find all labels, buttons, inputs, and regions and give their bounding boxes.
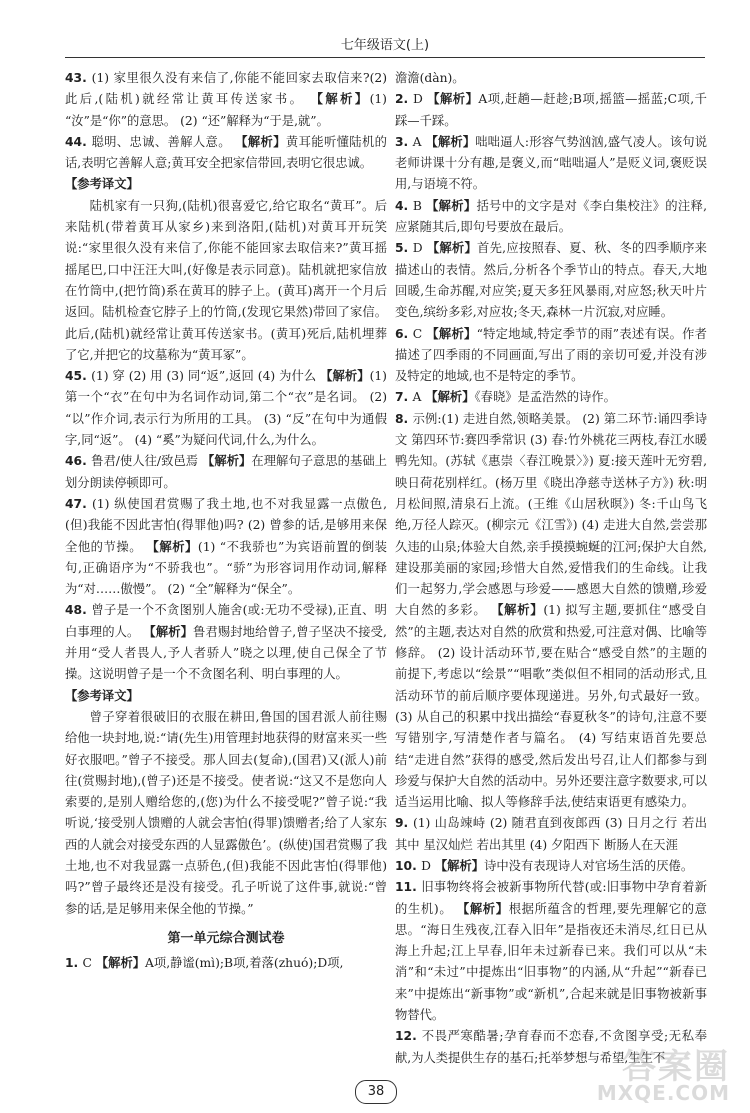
analysis-tag: 【解析】 [146, 539, 198, 554]
item-number: 44. [65, 134, 92, 149]
answer-text: (1) “汝”是“你”的意思。 (2) “还”解释为“于是,就”。 [65, 92, 387, 128]
analysis-tag: 【解析】 [310, 92, 370, 107]
answer-text: 在理解句子意思的基础上划分朗读停顿即可。 [65, 454, 387, 490]
answer-item [395, 324, 707, 388]
answer-text: D [412, 241, 427, 256]
answer-text: 鲁君/使人往/致邑焉 [91, 454, 203, 469]
item-number: 47. [65, 496, 92, 511]
answer-text: A [412, 134, 426, 149]
watermark-logo [586, 1039, 736, 1107]
answer-text: 旧事物终将会被新事物所代替(或:旧事物中孕育着新的生机)。 [395, 880, 707, 916]
answer-text: A项,赶趟—赶趁;B项,摇篮—摇蓝;C项,千踩—千踩。 [395, 92, 707, 128]
analysis-tag: 【解析】 [235, 134, 286, 149]
answer-text: (1) 山岛竦峙 (2) 随君直到夜郎西 (3) 日月之行 若出其中 星汉灿烂 若出其里 (4) 夕阳西下 断肠人在天涯 [395, 816, 707, 852]
analysis-tag: 【解析】 [143, 624, 194, 639]
answer-item [395, 856, 707, 877]
answer-text: 曾子是一个不贪图别人施舍(或:无功不受禄),正直、明白事理的人。 [65, 603, 387, 639]
analysis-tag: 【解析】 [425, 390, 475, 405]
text-paragraph [65, 196, 387, 366]
item-number: 11. [395, 880, 422, 895]
item-number: 45. [65, 369, 92, 384]
answer-text: B [412, 198, 427, 213]
item-number: 46. [65, 454, 92, 469]
answer-text: “特定地域,特定季节的雨”表述有误。作者描述了四季雨的不同画面,写出了雨的亲切可爱,并没有涉及特定的地域,也不是特定的季节。 [395, 326, 707, 384]
item-number: 10. [395, 858, 422, 873]
section-title: 第一单元综合测试卷 [167, 930, 285, 946]
answer-text: (1) “不我骄也”为宾语前置的倒装句,正确语序为“不骄我也”。“骄”为形容词用作动词,解释为“对……傲慢”。 (2) “全”解释为“保全”。 [65, 539, 387, 597]
page-header [70, 34, 700, 53]
answer-item [395, 387, 707, 408]
item-number: 8. [395, 411, 413, 426]
answer-item [65, 451, 387, 494]
answer-text: A [412, 390, 426, 405]
answer-item [395, 238, 707, 323]
text-paragraph [65, 707, 387, 920]
header-title: 七年级语文(上) [340, 38, 430, 53]
answer-text: 根据所蕴含的哲理,要先理解它的意思。“海日生残夜,江春入旧年”是指夜还未消尽,红日已从海上升起;江上早春,旧年未过新春已来。我们可以从“未消”和“未过”中提炼出“旧事物”的内涵,从“升起”“新春已来”中提炼出“新事物”或“新机”,合起来就是旧事物被新事物替代。 [395, 901, 707, 1023]
answer-text: 黄耳能听懂陆机的话,表明它善解人意;黄耳安全把家信带回,表明它很忠诚。 [65, 134, 387, 171]
page-number-text: 38 [367, 1084, 385, 1099]
answer-text: 鲁君赐封地给曾子,曾子坚决不接受,并用“受人者畏人,予人者骄人”晓之以理,使自己保全了节操。这说明曾子是一个不贪图名利、明白事理的人。 [65, 624, 387, 682]
answer-item [65, 953, 387, 974]
analysis-tag: 【解析】 [491, 603, 544, 618]
answer-text: 诗中没有表现诗人对官场生活的厌倦。 [484, 858, 694, 873]
answer-text: 首先,应按照春、夏、秋、冬的四季顺序来描述山的表情。然后,分析各个季节山的特点。春天,大地回暖,生命苏醒,对应笑;夏天多狂风暴雨,对应怒;秋天叶片变色,缤纷多彩,对应妆;冬天,森林一片沉寂,对应睡。 [395, 241, 707, 320]
analysis-tag: 【解析】 [425, 134, 476, 149]
watermark-text: 答案圈 [622, 1047, 730, 1087]
item-number: 6. [395, 326, 413, 341]
answer-text: 括号中的文字是对《李白集校注》的注释,应紧随其后,即句号要放在最后。 [395, 198, 707, 235]
answer-text: 《春晓》是孟浩然的诗作。 [474, 390, 616, 405]
answer-text: C [82, 956, 96, 971]
answer-item [395, 409, 707, 814]
analysis-tag: 【解析】 [426, 198, 477, 213]
item-number: 43. [65, 71, 92, 85]
answer-item [65, 68, 387, 132]
answer-item [395, 89, 707, 132]
answer-item [65, 132, 387, 175]
right-column [395, 68, 707, 1069]
analysis-tag: 【解析】 [427, 92, 479, 107]
reference-translation-heading: 【参考译文】 [65, 688, 139, 703]
item-number: 48. [65, 603, 92, 618]
answer-text: D [413, 92, 428, 107]
analysis-tag: 【解析】 [426, 326, 477, 341]
answer-text: (1) 家里很久没有来信了,你能不能回家去取信来?(2) 此后,(陆机)就经常让黄耳传送家书。 [65, 71, 387, 107]
analysis-tag: 【解析】 [95, 956, 146, 971]
answer-text: (1) 穿 (2) 用 (3) 同“返”,返回 (4) 为什么 [91, 369, 321, 384]
answer-text: 示例:(1) 走进自然,领略美景。 (2) 第二环节:诵四季诗文 第四环节:赛四季常识 (3) 春:竹外桃花三两枝,春江水暖鸭先知。(苏轼《惠崇〈春江晚景〉》) 夏:接天莲叶无穷碧,映日荷花别样红。(杨万里《晓出净慈寺送林子方》) 秋:明月松间照,清泉石上流。(王维《山居秋暝》) 冬:千山鸟飞绝,万径人踪灭。(柳宗元《江雪》) (4) 走进大自然,尝尝那久违的山泉;体验大自然,亲手摸摸蜿蜒的江河;保护大自然,建设那美丽的家园;珍惜大自然,爱惜我们的生命线。让我们一起努力,学会感恩与珍爱——感恩大自然的馈赠,珍爱大自然的多彩。 [395, 411, 708, 618]
analysis-tag: 【解析】 [434, 858, 485, 873]
header-rule [65, 57, 705, 58]
reference-translation-heading: 【参考译文】 [65, 177, 139, 192]
answer-item [65, 366, 387, 451]
answer-item [395, 132, 707, 196]
answer-text: 澹澹(dàn)。 [395, 71, 465, 85]
answer-item [395, 196, 707, 239]
analysis-tag: 【解析】 [456, 901, 509, 916]
item-number: 12. [395, 1029, 422, 1044]
answer-item [395, 813, 707, 856]
answer-text: D [421, 858, 435, 873]
answer-text: 咄咄逼人:形容气势汹汹,盛气凌人。该句说老师讲课十分有趣,是褒义,而“咄咄逼人”是贬义词,褒贬误用,与语境不符。 [395, 134, 707, 192]
item-number: 5. [395, 241, 413, 256]
answer-text: C [412, 326, 427, 341]
answer-text: 聪明、忠诚、善解人意。 [91, 134, 236, 149]
analysis-tag: 【解析】 [320, 369, 370, 384]
answer-text: 不畏严寒酷暑;孕育春而不恋春,不贪图享受;无私奉献,为人类提供生存的基石;托举梦想与希望,生生不 [395, 1029, 707, 1065]
item-number: 3. [395, 134, 413, 149]
analysis-tag: 【解析】 [202, 454, 252, 469]
answer-text: A项,静谧(mì);B项,着落(zhuó);D项, [145, 956, 344, 971]
text-paragraph [395, 68, 707, 89]
answer-item [395, 877, 707, 1026]
answer-text: (1) 拟写主题,要抓住“感受自然”的主题,表达对自然的欣赏和热爱,可注意对偶、比喻等修辞。 (2) 设计活动环节,要在贴合“感受自然”的主题的前提下,考虑以“绘景”“唱歌”类似但不相同的活动形式,且活动环节的前后顺序要体现递进。另外,句式最好一致。 (3) 从自己的积累中找出描绘“春夏秋冬”的诗句,注意不要写错别字,写清楚作者与篇名。 (4) 写结束语首先要总结“走进自然”获得的感受,然后发出号召,让人们都参与到珍爱与保护大自然的活动中。另外还要注意字数要求,可以适当运用比喻、拟人等修辞手法,使结束语更有感染力。 [395, 603, 707, 810]
analysis-tag: 【解析】 [426, 241, 478, 256]
answer-item [65, 494, 387, 600]
item-number: 2. [395, 92, 413, 107]
watermark-url: MXQE.COM [596, 1081, 730, 1105]
answer-text: 曾子穿着很破旧的衣服在耕田,鲁国的国君派人前往赐给他一块封地,说:“请(先生)用管理封地获得的财富来买一些好衣服吧。”曾子不接受。那人回去(复命),(国君)又(派人)前往(赏赐封地),(曾子)还是不接受。使者说:“这又不是您向人索要的,是别人赠给您的,(您)为什么不接受呢?”曾子说:“我听说,‘接受别人馈赠的人就会害怕(得罪)馈赠者;给了人家东西的人就会对接受东西的人显露傲色’。(纵使)国君赏赐了我土地,也不对我显露一点骄色,(但)我能不因此害怕(得罪他)吗?”曾子最终还是没有接受。孔子听说了这件事,就说:“曾参的话,是足够用来保全他的节操。” [65, 709, 387, 916]
item-number: 7. [395, 390, 413, 405]
answer-text: (1) 纵使国君赏赐了我土地,也不对我显露一点傲色,(但)我能不因此害怕(得罪他)吗? (2) 曾参的话,是够用来保全他的节操。 [65, 496, 387, 554]
left-column [65, 68, 387, 974]
item-number: 9. [395, 816, 413, 831]
answer-text: 陆机家有一只狗,(陆机)很喜爱它,给它取名“黄耳”。后来陆机(带着黄耳从家乡)来到洛阳,(陆机)对黄耳开玩笑说:“家里很久没有来信了,你能不能回家去取信来?”黄耳摇摇尾巴,口中汪汪大叫,(好像是表示同意)。陆机就把家信放在竹筒中,(把竹筒)系在黄耳的脖子上。(黄耳)离开一个月后返回。陆机检查它脖子上的竹筒,(发现它果然)带回了家信。此后,(陆机)就经常让黄耳传送家书。(黄耳)死后,陆机埋葬了它,并把它的坟墓称为“黄耳冢”。 [65, 198, 387, 362]
answer-text: (1) 第一个“衣”在句中为名词作动词,第二个“衣”是名词。 (2) “以”作介词,表示行为所用的工具。 (3) “反”在句中为通假字,同“返”。 (4) “奚”为疑问代词,什么,为什么。 [65, 369, 387, 448]
page-number [355, 1080, 397, 1104]
answer-item [65, 600, 387, 685]
item-number: 1. [65, 956, 83, 971]
item-number: 4. [395, 198, 413, 213]
